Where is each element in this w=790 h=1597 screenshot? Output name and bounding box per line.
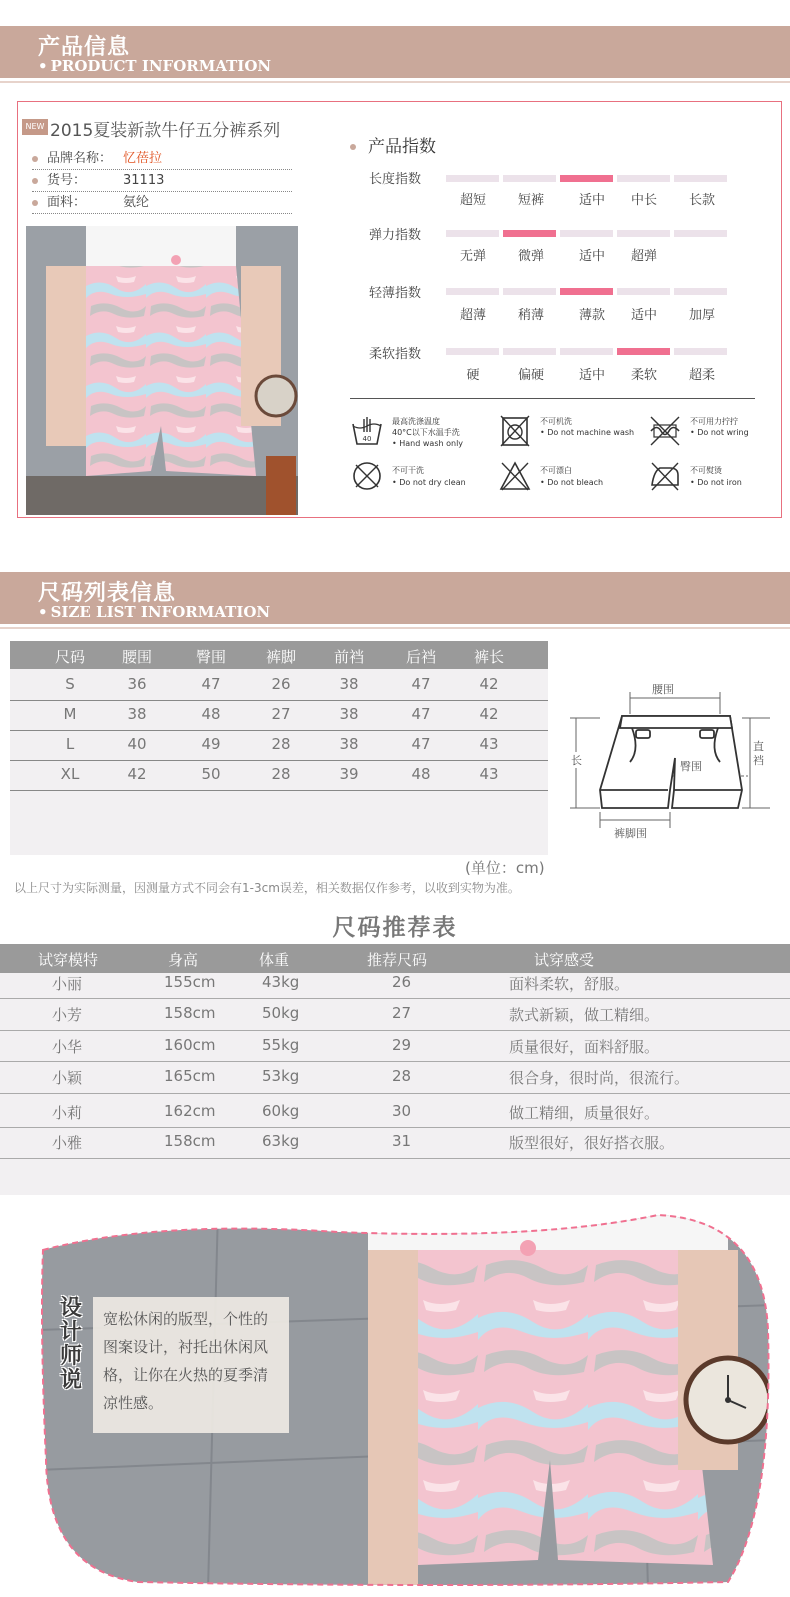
table-cell: 面料柔软，舒服。 (509, 975, 630, 993)
index-bar-segment (503, 348, 556, 355)
care-text-cn: 40°C以下水温手洗 (392, 428, 460, 437)
index-option: 长款 (688, 193, 715, 208)
index-label-elasticity: 弹力指数 (369, 228, 422, 243)
table-cell: 162cm (164, 1102, 216, 1120)
index-bar-segment-active (560, 288, 613, 295)
table-cell: 50 (201, 765, 221, 783)
table-cell: L (65, 735, 75, 753)
index-bar-segment (560, 230, 613, 237)
attr-value: 31113 (123, 173, 165, 188)
table-cell: 小莉 (52, 1104, 83, 1122)
index-option: 稍薄 (517, 308, 544, 323)
index-bar-segment (503, 175, 556, 182)
table-header-cell: 推荐尺码 (367, 951, 428, 969)
row-divider (10, 730, 548, 731)
table-cell: 很合身，很时尚，很流行。 (509, 1069, 690, 1087)
index-bar-segment (446, 348, 499, 355)
table-cell: 30 (392, 1102, 412, 1120)
table-header-cell: 尺码 (54, 648, 85, 666)
table-header-cell: 后裆 (405, 648, 436, 666)
table-cell: 48 (201, 705, 221, 723)
index-bar-segment (617, 288, 670, 295)
index-option: 无弹 (459, 249, 486, 264)
index-option: 超柔 (688, 368, 715, 383)
table-cell: 29 (392, 1036, 412, 1054)
care-text-cn: 不可用力拧拧 (690, 417, 738, 426)
index-bar-segment (674, 288, 727, 295)
table-cell: 28 (392, 1067, 412, 1085)
care-text-cn: 不可熨烫 (690, 466, 722, 475)
care-text-en: • Do not dry clean (392, 478, 466, 487)
no-machine-wash-icon (498, 414, 532, 448)
attr-label: 面料： (47, 195, 87, 210)
care-text-en: • Do not iron (690, 478, 742, 487)
table-cell: 小雅 (52, 1134, 83, 1152)
section-title-cn: 尺码列表信息 (38, 581, 177, 606)
table-cell: 158cm (164, 1004, 216, 1022)
index-option: 适中 (578, 368, 605, 383)
no-bleach-icon (498, 459, 532, 493)
index-bar-segment (617, 230, 670, 237)
section-title-cn: 产品信息 (38, 35, 131, 60)
table-cell: 38 (339, 705, 359, 723)
unit-label: (单位：cm) (465, 859, 545, 877)
table-header-cell: 身高 (168, 951, 199, 969)
table-cell: 27 (271, 705, 291, 723)
index-label-thickness: 轻薄指数 (369, 286, 422, 301)
attr-label: 品牌名称： (47, 151, 113, 166)
table-cell: 50kg (262, 1004, 300, 1022)
diagram-label-hem: 裤脚围 (614, 827, 647, 840)
table-cell: 42 (479, 675, 499, 693)
table-cell: 31 (392, 1132, 412, 1150)
diagram-label-rise: 直裆 (753, 740, 767, 768)
index-option: 偏硬 (517, 368, 544, 383)
divider (0, 81, 790, 83)
table-cell: 55kg (262, 1036, 300, 1054)
table-cell: 38 (127, 705, 147, 723)
row-divider (0, 998, 790, 999)
no-iron-icon (648, 459, 682, 493)
attr-label: 货号： (47, 173, 87, 188)
svg-text:40: 40 (362, 435, 372, 443)
index-bar-segment-active (560, 175, 613, 182)
care-text-en: • Do not bleach (540, 478, 604, 487)
index-option: 加厚 (688, 308, 715, 323)
table-cell: 43 (479, 735, 499, 753)
table-header-cell: 腰围 (121, 648, 152, 666)
table-cell: 26 (271, 675, 291, 693)
section-title-en: • PRODUCT INFORMATION (38, 57, 271, 75)
divider (350, 398, 755, 399)
index-bar-segment-active (503, 230, 556, 237)
diagram-label-waist: 腰围 (652, 683, 674, 696)
row-divider (0, 1061, 790, 1062)
new-tag: NEW (22, 119, 48, 135)
row-divider (0, 1093, 790, 1094)
table-cell: 版型很好，很好搭衣服。 (509, 1134, 675, 1152)
table-cell: XL (60, 765, 80, 783)
table-cell: 质量很好，面料舒服。 (509, 1038, 660, 1056)
diagram-label-length: 长 (571, 752, 585, 768)
index-option: 中长 (630, 193, 657, 208)
hand-wash-icon (350, 414, 384, 448)
indices-title: 产品指数 (350, 132, 436, 157)
care-text-cn: 不可干洗 (392, 466, 424, 475)
index-option: 短裤 (517, 193, 544, 208)
table-cell: 60kg (262, 1102, 300, 1120)
section-banner-size-list (0, 572, 790, 624)
index-option: 微弹 (517, 249, 544, 264)
index-option: 薄款 (578, 308, 605, 323)
table-cell: 42 (127, 765, 147, 783)
index-label-length: 长度指数 (369, 172, 422, 187)
table-cell: 47 (411, 675, 431, 693)
table-cell: 40 (127, 735, 147, 753)
recommend-table-header (0, 944, 790, 973)
care-text-cn: 最高洗涤温度 (392, 417, 440, 426)
table-cell: 39 (339, 765, 359, 783)
measurement-diagram (570, 680, 775, 850)
designer-label: 设计师说 (60, 1296, 83, 1393)
index-label-softness: 柔软指数 (369, 347, 422, 362)
index-option: 超弹 (630, 249, 657, 264)
shorts-outline (600, 716, 742, 808)
index-bar-segment-active (617, 348, 670, 355)
table-cell: 165cm (164, 1067, 216, 1085)
index-bar-segment (617, 175, 670, 182)
index-bar-segment (674, 348, 727, 355)
row-divider (0, 1127, 790, 1128)
index-bar-segment (446, 288, 499, 295)
bullet-icon (32, 200, 38, 206)
index-bar-segment (503, 288, 556, 295)
bullet-icon (32, 156, 38, 162)
table-cell: 27 (392, 1004, 412, 1022)
table-header-cell: 裤脚 (265, 648, 296, 666)
table-cell: 47 (411, 705, 431, 723)
table-header-cell: 臀围 (195, 648, 226, 666)
table-cell: 160cm (164, 1036, 216, 1054)
table-header-cell: 试穿感受 (534, 951, 595, 969)
index-option: 适中 (578, 249, 605, 264)
table-cell: 38 (339, 735, 359, 753)
index-option: 超短 (459, 193, 486, 208)
table-header-cell: 试穿模特 (38, 951, 99, 969)
table-cell: 小华 (52, 1038, 83, 1056)
table-header-cell: 前裆 (333, 648, 364, 666)
section-title-en: • SIZE LIST INFORMATION (38, 603, 270, 621)
attr-brand (32, 148, 292, 170)
table-cell: 63kg (262, 1132, 300, 1150)
table-cell: 48 (411, 765, 431, 783)
table-header-cell: 裤长 (473, 648, 504, 666)
attr-fabric (32, 192, 292, 214)
table-cell: 42 (479, 705, 499, 723)
index-bar-segment (674, 230, 727, 237)
table-cell: 53kg (262, 1067, 300, 1085)
product-title: 2015夏装新款牛仔五分裤系列 (50, 121, 281, 141)
table-header-cell: 体重 (259, 951, 290, 969)
product-photo (26, 226, 298, 515)
care-text-en: • Hand wash only (392, 439, 464, 448)
table-cell: S (65, 675, 75, 693)
table-cell: 47 (411, 735, 431, 753)
table-cell: 小丽 (52, 975, 83, 993)
attr-value: 忆蓓拉 (123, 151, 163, 166)
index-option: 适中 (630, 308, 657, 323)
size-table (10, 641, 548, 855)
size-table-header (10, 641, 548, 669)
table-cell: 155cm (164, 973, 216, 991)
size-note: 以上尺寸为实际测量，因测量方式不同会有1-3cm误差，相关数据仅作参考，以收到实物为准。 (14, 881, 520, 895)
table-cell: 款式新颖，做工精细。 (509, 1006, 660, 1024)
index-option: 超薄 (459, 308, 486, 323)
divider (0, 627, 790, 629)
table-cell: 43 (479, 765, 499, 783)
care-text-en: • Do not machine wash (540, 428, 635, 437)
index-option: 硬 (466, 368, 480, 383)
care-text-cn: 不可漂白 (540, 466, 572, 475)
recommend-title: 尺码推荐表 (332, 915, 458, 941)
designer-text: 宽松休闲的版型，个性的图案设计，衬托出休闲风格，让你在火热的夏季清凉性感。 (93, 1297, 289, 1433)
table-cell: 158cm (164, 1132, 216, 1150)
table-cell: 26 (392, 973, 412, 991)
care-text-en: • Do not wring (690, 428, 749, 437)
row-divider (10, 760, 548, 761)
row-divider (10, 790, 548, 791)
table-cell: 28 (271, 765, 291, 783)
table-cell: 49 (201, 735, 221, 753)
section-banner-product-info (0, 26, 790, 78)
no-wring-icon (648, 414, 682, 448)
table-cell: M (63, 705, 77, 723)
recommend-table (0, 944, 790, 1195)
diagram-label-hip: 臀围 (680, 760, 702, 773)
table-cell: 小颖 (52, 1069, 83, 1087)
row-divider (0, 1030, 790, 1031)
table-cell: 38 (339, 675, 359, 693)
index-option: 适中 (578, 193, 605, 208)
table-cell: 28 (271, 735, 291, 753)
table-cell: 43kg (262, 973, 300, 991)
no-dry-clean-icon (350, 459, 384, 493)
table-cell: 做工精细，质量很好。 (509, 1104, 660, 1122)
table-cell: 36 (127, 675, 147, 693)
index-option: 柔软 (630, 368, 657, 383)
index-bar-segment (446, 230, 499, 237)
bullet-icon (32, 178, 38, 184)
index-bar-segment (674, 175, 727, 182)
index-bar-segment (560, 348, 613, 355)
attr-value: 氨纶 (123, 195, 150, 210)
care-text-cn: 不可机洗 (540, 417, 572, 426)
index-bar-segment (446, 175, 499, 182)
table-cell: 小芳 (52, 1006, 83, 1024)
row-divider (0, 1158, 790, 1159)
table-cell: 47 (201, 675, 221, 693)
attr-item-no (32, 170, 292, 192)
row-divider (10, 700, 548, 701)
